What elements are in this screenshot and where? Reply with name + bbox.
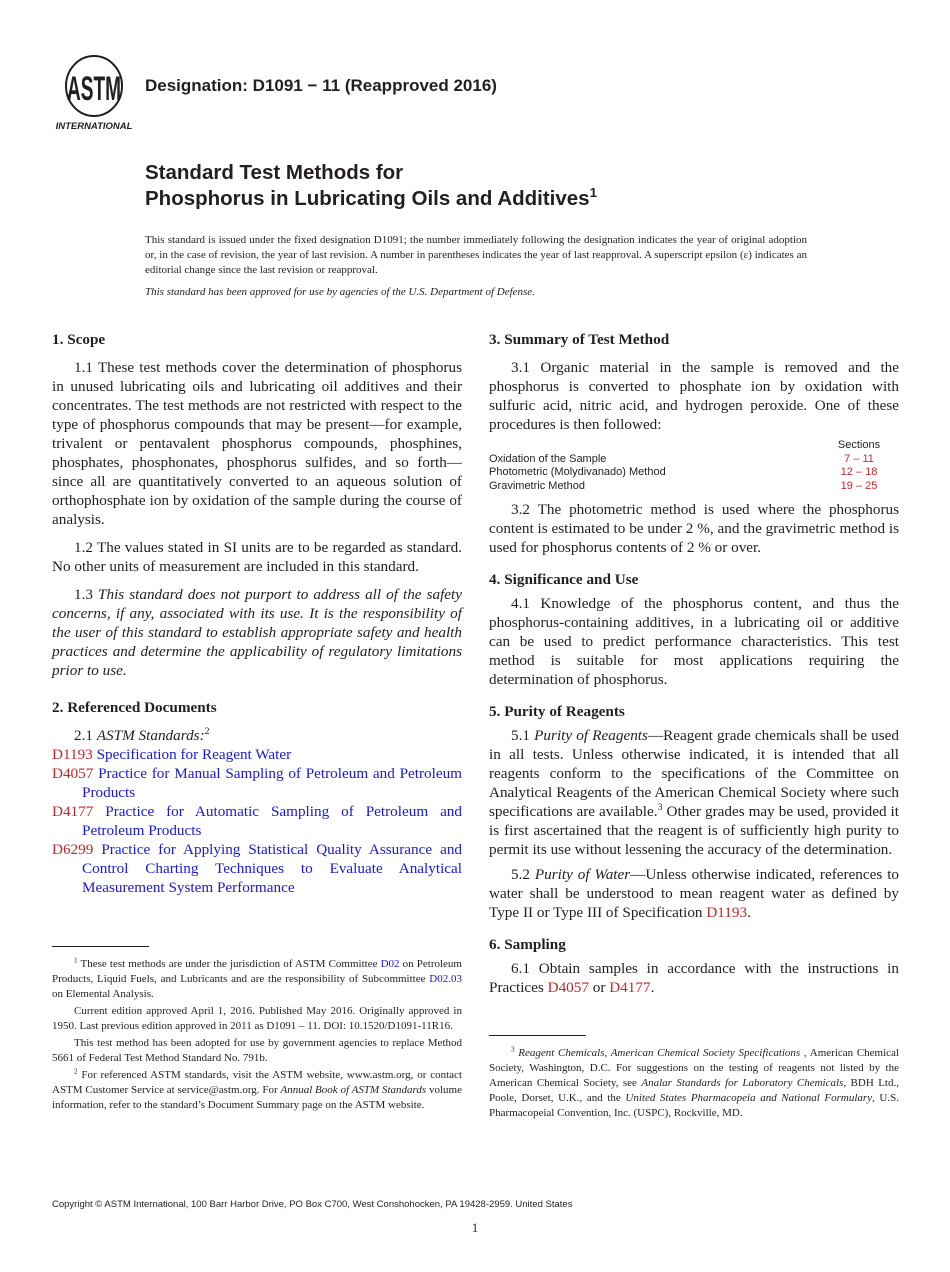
footnote-1-edition: Current edition approved April 1, 2016. Published May 2016. Originally approved in 1950. Last previous edition approved in 2011 as D1091 – 11. DOI: 10.1520/D1091-11R16. <box>52 1005 462 1032</box>
paragraph-3-1: 3.1 Organic material in the sample is removed and the phosphorus is converted to phosphate ion by oxidation with sulfuric acid, nitric acid, and hydrogen peroxide. One of these procedures is then followed: <box>489 359 899 433</box>
subcommittee-link[interactable]: D02.03 <box>429 973 462 985</box>
table-row <box>489 480 899 494</box>
paragraph-5-1 <box>489 726 899 859</box>
section-heading-significance: 4. Significance and Use <box>489 571 639 588</box>
para-num: 2.1 <box>74 727 97 744</box>
page-title <box>145 160 597 212</box>
footnotes-left <box>52 957 462 1115</box>
reference-item <box>52 745 462 764</box>
footnote-3 <box>489 1046 899 1123</box>
designation: Designation: D1091 − 11 (Reapproved 2016) <box>145 76 497 95</box>
para-text: . <box>650 979 655 996</box>
svg-text:INTERNATIONAL: INTERNATIONAL <box>55 121 133 132</box>
fn-text: Reagent Chemicals, American Chemical Society Specifications <box>518 1047 801 1059</box>
reference-title-link[interactable]: Practice for Applying Statistical Quality Assurance and Control Charting Techniques to Evaluate Analytical Measurement System Performance <box>82 841 463 896</box>
reference-item <box>52 840 462 897</box>
astm-logo <box>55 56 133 132</box>
table-header: Sections <box>837 439 881 451</box>
copyright-footer: Copyright © ASTM International, 100 Barr Harbor Drive, PO Box C700, West Conshohocken, PA 19428-2959. United States <box>52 1199 573 1210</box>
para-text: This standard does not purport to address all of the safety concerns, if any, associated with its use. It is the responsibility of the user of this standard to establish appropriate safety and health practices and determine the applicability of regulatory limitations prior to use. <box>52 586 463 679</box>
section-heading-sampling: 6. Sampling <box>489 936 566 953</box>
reference-code-link[interactable]: D4177 <box>52 803 94 820</box>
fn-text: volume information, refer to the standard’s Document Summary page on the ASTM website. <box>52 1084 462 1111</box>
section-heading-refdocs: 2. Referenced Documents <box>52 699 217 716</box>
footnote-1-adoption: This test method has been adopted for use by government agencies to replace Method 5661 of Federal Test Method Standard No. 791b. <box>52 1037 462 1064</box>
para-text: or <box>588 979 610 996</box>
referenced-documents-list <box>52 745 462 897</box>
right-column <box>489 331 899 997</box>
paragraph-1-3 <box>52 585 462 680</box>
para-num: 5.1 <box>511 727 535 744</box>
para-text: —Unless otherwise indicated, references to water shall be understood to mean reagent water as defined by Type II or Type III of Specification <box>489 866 900 921</box>
footnote-divider <box>52 946 149 947</box>
title-line1: Standard Test Methods for <box>145 161 404 184</box>
footnote-2 <box>52 1068 462 1113</box>
reference-title-link[interactable]: Specification for Reagent Water <box>96 746 292 763</box>
section-heading-purity: 5. Purity of Reagents <box>489 703 625 720</box>
paragraph-6-1 <box>489 959 899 997</box>
reference-item <box>52 764 462 802</box>
fn-text: United States Pharmacopeia and National Formulary <box>625 1092 873 1104</box>
paragraph-4-1: 4.1 Knowledge of the phosphorus content, and thus the phosphorus-containing additives, in a lubricating oil or additive can be used to predict performance characteristics. This test method is suitable for most applications requiring the determination of phosphorus. <box>489 595 899 688</box>
footnote-mark: 3 <box>657 801 663 813</box>
committee-link[interactable]: D02 <box>380 958 400 970</box>
reference-title-link[interactable]: Practice for Manual Sampling of Petroleum and Petroleum Products <box>82 765 462 801</box>
footnote-1 <box>52 957 462 1002</box>
paragraph-5-2 <box>489 865 899 922</box>
para-num: 1.3 <box>74 586 99 603</box>
section-heading-scope: 1. Scope <box>52 331 106 348</box>
title-footnote-mark: 1 <box>589 185 597 201</box>
page-number: 1 <box>471 1220 479 1235</box>
fn-text: Annual Book of ASTM Standards <box>280 1084 427 1096</box>
fn-text: These test methods are under the jurisdiction of ASTM Committee <box>80 958 381 970</box>
para-text: 6.1 Obtain samples in accordance with the instructions in Practices <box>489 960 899 996</box>
sections-link[interactable]: 19 – 25 <box>840 479 878 492</box>
table-row <box>489 466 899 480</box>
paragraph-1-2: 1.2 The values stated in SI units are to be regarded as standard. No other units of measurement are included in this standard. <box>52 539 462 575</box>
issuance-note: This standard is issued under the fixed designation D1091; the number immediately following the designation indicates the year of original adoption or, in the case of revision, the year of last revision. A number in parentheses indicates the year of last reapproval. A superscript epsilon (ε) indicates an editorial change since the last revision or reapproval. <box>145 234 807 276</box>
d4177-link[interactable]: D4177 <box>609 979 651 996</box>
d1193-link[interactable]: D1193 <box>706 904 748 921</box>
sections-link[interactable]: 12 – 18 <box>840 466 878 478</box>
table-row <box>489 453 899 467</box>
fn-text: on Petroleum Products, Liquid Fuels, and Lubricants and are the responsibility of Subcommittee <box>52 958 462 985</box>
fn-text: , U.S. Pharmacopeial Convention, Inc. (USPC), Rockville, MD. <box>489 1092 899 1119</box>
dod-note: This standard has been approved for use by agencies of the U.S. Department of Defense. <box>145 286 535 298</box>
svg-text:ASTM: ASTM <box>67 70 121 108</box>
title-line2: Phosphorus in Lubricating Oils and Additives <box>145 187 590 210</box>
footnote-mark: 2 <box>204 725 210 737</box>
fn-text: on Elemental Analysis. <box>52 988 154 1000</box>
footnote-divider <box>489 1035 586 1036</box>
reference-title-link[interactable]: Practice for Automatic Sampling of Petroleum and Petroleum Products <box>82 803 462 839</box>
paragraph-2-1 <box>52 726 462 745</box>
paragraph-1-1: 1.1 These test methods cover the determination of phosphorus in unused lubricating oils and lubricating oil additives and their concentrates. The test methods are not restricted with respect to the type of phosphorus compounds that may be present—for example, trivalent or pentavalent phosphorus compounds, phosphines, phosphates, phosphonates, phosphorus sulfides, and so forth—since all are quantitatively converted to an aqueous solution of orthophosphate ion by oxidation of the sample during the course of analysis. <box>52 359 462 528</box>
fn-text: , American Chemical Society, Washington, D.C. For suggestions on the testing of reagents not listed by the American Chemical Society, see <box>489 1047 899 1089</box>
para-text: . <box>747 904 751 921</box>
footnote-mark: 1 <box>74 956 78 965</box>
para-text: Purity of Water <box>534 866 631 883</box>
para-text: Other grades may be used, provided it is first ascertained that the reagent is of sufficiently high purity to permit its use without lessening the accuracy of the determination. <box>489 803 899 858</box>
left-column <box>52 331 462 897</box>
sections-table <box>489 439 899 493</box>
fn-text: For referenced ASTM standards, visit the ASTM website, www.astm.org, or contact ASTM Customer Service at service@astm.org. For <box>52 1069 462 1096</box>
table-cell: Photometric (Molydivanado) Method <box>489 466 666 478</box>
sections-link[interactable]: 7 – 11 <box>844 452 874 465</box>
para-text: Purity of Reagents <box>534 727 648 744</box>
footnote-mark: 2 <box>74 1067 78 1076</box>
reference-code-link[interactable]: D1193 <box>52 746 93 763</box>
para-text: —Reagent grade chemicals shall be used in all tests. Unless otherwise indicated, it is intended that all reagents conform to the specifications of the Committee on Analytical Reagents of the American Chemical Society where such specifications are available. <box>489 727 900 820</box>
para-num: 5.2 <box>511 866 535 883</box>
table-cell: Gravimetric Method <box>489 479 585 492</box>
footnote-mark: 3 <box>511 1045 515 1054</box>
reference-code-link[interactable]: D6299 <box>52 841 94 858</box>
section-heading-summary: 3. Summary of Test Method <box>489 331 670 348</box>
footnote-3-text <box>489 1046 899 1121</box>
paragraph-3-2: 3.2 The photometric method is used where the phosphorus content is estimated to be under 2 %, and the gravimetric method is used for phosphorus contents of 2 % or over. <box>489 501 899 556</box>
d4057-link[interactable]: D4057 <box>547 979 589 996</box>
reference-item <box>52 802 462 840</box>
table-cell: Oxidation of the Sample <box>489 452 607 465</box>
reference-code-link[interactable]: D4057 <box>52 765 94 782</box>
fn-text: , BDH Ltd., Poole, Dorset, U.K., and the <box>489 1077 899 1104</box>
para-text: ASTM Standards: <box>96 727 205 744</box>
fn-text: Analar Standards for Laboratory Chemicals <box>641 1077 844 1089</box>
